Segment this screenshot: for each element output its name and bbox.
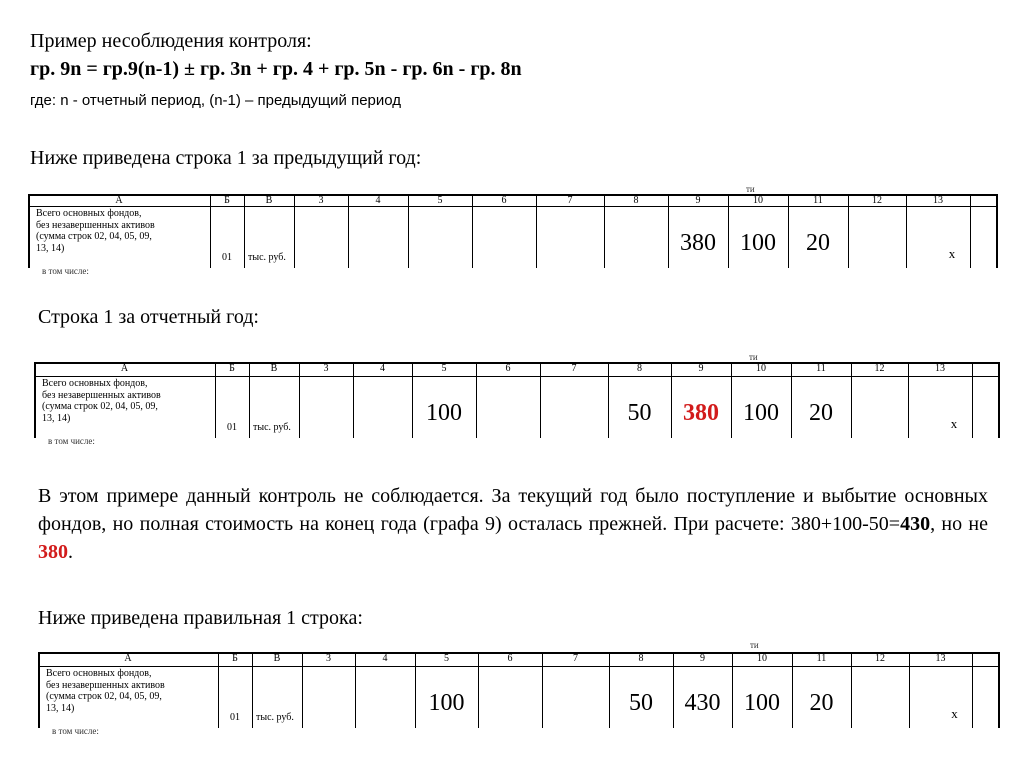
column-header: 6 bbox=[505, 363, 511, 374]
table-header-divider bbox=[34, 376, 1000, 377]
value-column-10: 100 bbox=[744, 690, 780, 716]
column-header: 12 bbox=[872, 195, 882, 206]
value-column-10: 100 bbox=[743, 400, 779, 426]
table-header-divider bbox=[28, 206, 998, 207]
result-wrong: 380 bbox=[38, 541, 68, 563]
column-header: 5 bbox=[441, 363, 447, 374]
row-continuation: в том числе: bbox=[42, 266, 89, 276]
value-column-13: х bbox=[951, 706, 958, 721]
column-header: 13 bbox=[935, 653, 946, 664]
column-header: 4 bbox=[382, 653, 388, 664]
column-header: 13 bbox=[933, 195, 943, 206]
header-fragment: ти bbox=[746, 184, 755, 194]
column-header: 3 bbox=[318, 195, 324, 206]
value-column-5: 100 bbox=[428, 690, 465, 716]
row-description-line: (сумма строк 02, 04, 05, 09, bbox=[36, 231, 152, 242]
row-description-line: (сумма строк 02, 04, 05, 09, bbox=[42, 401, 158, 412]
row-continuation: в том числе: bbox=[52, 726, 99, 736]
row-description-line: Всего основных фондов, bbox=[36, 208, 142, 219]
column-header: 8 bbox=[633, 195, 639, 206]
row-code: 01 bbox=[227, 422, 237, 433]
explanation-end: . bbox=[68, 541, 73, 563]
column-header: А bbox=[115, 195, 123, 206]
column-header: 4 bbox=[375, 195, 381, 206]
column-header: 11 bbox=[816, 653, 827, 664]
result-correct: 430 bbox=[900, 513, 931, 535]
row-continuation: в том числе: bbox=[48, 436, 95, 446]
explanation-text: В этом примере данный контроль не соблюдается. За текущий год было поступление и выбытие основных фондов, но полная стоимость на конец года (графа 9) осталась прежней. При расчете: 380+100-50= bbox=[38, 485, 988, 535]
table-reporting-year bbox=[34, 350, 1000, 446]
row-description-line: без незавершенных активов bbox=[42, 389, 161, 401]
column-header: В bbox=[270, 363, 278, 374]
column-header: 6 bbox=[507, 653, 513, 664]
row-code: 01 bbox=[222, 252, 232, 263]
intro-title: Пример несоблюдения контроля: bbox=[30, 30, 312, 52]
table-header-divider bbox=[38, 666, 1000, 667]
value-column-9: 380 bbox=[680, 230, 716, 256]
column-header: 10 bbox=[757, 653, 767, 664]
row-unit: тыс. руб. bbox=[256, 712, 294, 723]
header-fragment: ти bbox=[749, 352, 758, 362]
row-code: 01 bbox=[230, 712, 240, 723]
table-correct-row bbox=[38, 640, 1000, 736]
column-header: 11 bbox=[816, 363, 826, 374]
control-formula: гр. 9n = гр.9(n-1) ± гр. 3n + гр. 4 + гр. 5n - гр. 6n - гр. 8n bbox=[30, 58, 522, 80]
column-header: 7 bbox=[573, 653, 578, 664]
column-header: Б bbox=[224, 195, 230, 206]
column-header: 12 bbox=[875, 653, 885, 664]
explanation-paragraph bbox=[38, 482, 988, 566]
row-unit: тыс. руб. bbox=[248, 252, 286, 263]
value-column-8: 50 bbox=[627, 400, 652, 426]
row-description-line: 13, 14) bbox=[46, 702, 75, 714]
caption-correct-row: Ниже приведена правильная 1 строка: bbox=[38, 607, 363, 629]
column-header: 5 bbox=[444, 653, 449, 664]
column-header: 5 bbox=[437, 195, 443, 206]
caption-reporting-year: Строка 1 за отчетный год: bbox=[38, 306, 259, 328]
value-column-13: х bbox=[948, 246, 956, 261]
value-column-9: 380 bbox=[683, 400, 719, 426]
value-column-5: 100 bbox=[426, 400, 462, 426]
column-header: 3 bbox=[326, 653, 331, 664]
column-header: 10 bbox=[756, 363, 766, 374]
value-column-11: 20 bbox=[809, 400, 833, 426]
column-header: Б bbox=[229, 363, 235, 374]
formula-note: где: n - отчетный период, (n-1) – предыдущий период bbox=[30, 92, 402, 109]
header-fragment: ти bbox=[750, 640, 759, 650]
value-column-9: 430 bbox=[684, 690, 721, 716]
row-unit: тыс. руб. bbox=[253, 422, 291, 433]
row-description-line: 13, 14) bbox=[42, 412, 71, 424]
column-header: 7 bbox=[567, 195, 573, 206]
value-column-11: 20 bbox=[806, 230, 830, 256]
column-header: 3 bbox=[323, 363, 329, 374]
column-header: 8 bbox=[638, 653, 644, 664]
caption-previous-year: Ниже приведена строка 1 за предыдущий год: bbox=[30, 147, 422, 169]
row-description-line: без незавершенных активов bbox=[36, 219, 155, 231]
column-header: Б bbox=[232, 653, 238, 664]
column-header: 7 bbox=[571, 363, 577, 374]
column-header: 4 bbox=[380, 363, 385, 374]
row-description-line: 13, 14) bbox=[36, 242, 65, 254]
column-header: 9 bbox=[695, 195, 701, 206]
column-header: 13 bbox=[935, 363, 945, 374]
column-header: 9 bbox=[700, 653, 705, 664]
row-description-line: Всего основных фондов, bbox=[46, 668, 152, 679]
column-header: 9 bbox=[698, 363, 704, 374]
row-description-line: без незавершенных активов bbox=[46, 679, 165, 691]
column-header: 10 bbox=[753, 195, 763, 206]
column-header: В bbox=[265, 195, 273, 206]
column-header: А bbox=[120, 363, 129, 374]
value-column-13: х bbox=[950, 416, 958, 431]
value-column-8: 50 bbox=[629, 690, 653, 716]
value-column-11: 20 bbox=[809, 690, 834, 716]
row-description-line: Всего основных фондов, bbox=[42, 378, 148, 389]
explanation-middle: , но не bbox=[930, 513, 988, 535]
column-header: 12 bbox=[874, 363, 885, 374]
column-header: 6 bbox=[501, 195, 507, 206]
column-header: А bbox=[124, 653, 132, 664]
column-header: В bbox=[273, 653, 281, 664]
column-header: 8 bbox=[637, 363, 642, 374]
table-previous-year bbox=[28, 182, 998, 276]
column-header: 11 bbox=[813, 195, 823, 206]
row-description-line: (сумма строк 02, 04, 05, 09, bbox=[46, 691, 162, 702]
value-column-10: 100 bbox=[740, 230, 776, 256]
